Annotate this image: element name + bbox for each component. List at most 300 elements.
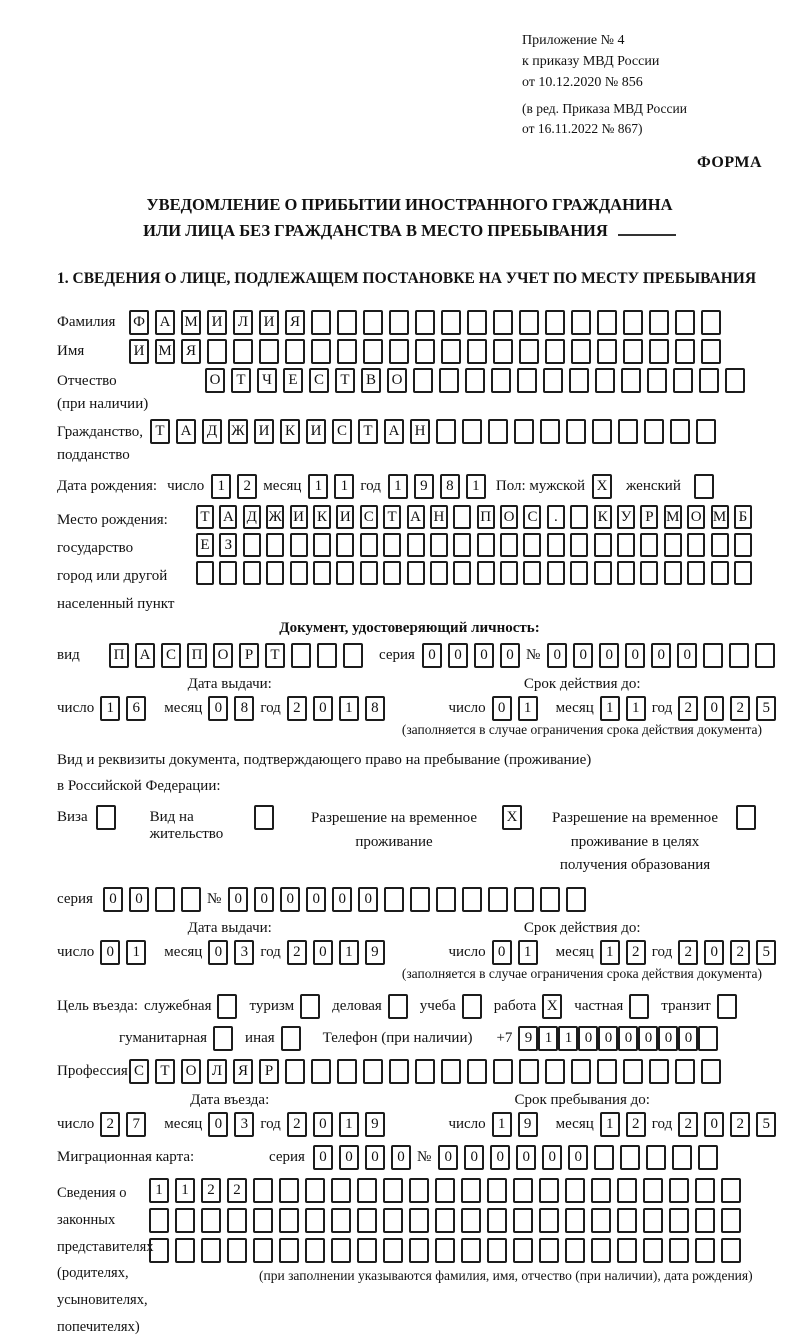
- char-cell[interactable]: [565, 1238, 585, 1263]
- char-cell[interactable]: [513, 1178, 533, 1203]
- char-cell[interactable]: [201, 1238, 221, 1263]
- char-cell[interactable]: 0: [448, 643, 468, 668]
- char-cell[interactable]: 0: [542, 1145, 562, 1170]
- char-cell[interactable]: 1: [600, 940, 620, 965]
- residence-permit-checkbox[interactable]: [254, 805, 274, 830]
- char-cell[interactable]: [545, 1059, 565, 1084]
- char-cell[interactable]: 1: [518, 696, 538, 721]
- char-cell[interactable]: 1: [600, 1112, 620, 1137]
- char-cell[interactable]: [290, 533, 308, 557]
- char-cell[interactable]: [569, 368, 589, 393]
- char-cell[interactable]: О: [205, 368, 225, 393]
- char-cell[interactable]: [711, 561, 729, 585]
- char-cell[interactable]: 2: [287, 940, 307, 965]
- char-cell[interactable]: 0: [228, 887, 248, 912]
- char-cell[interactable]: 1: [339, 696, 359, 721]
- char-cell[interactable]: 0: [129, 887, 149, 912]
- char-cell[interactable]: [721, 1178, 741, 1203]
- char-cell[interactable]: 2: [237, 474, 257, 499]
- char-cell[interactable]: [461, 1178, 481, 1203]
- char-cell[interactable]: [313, 533, 331, 557]
- char-cell[interactable]: [513, 1238, 533, 1263]
- char-cell[interactable]: О: [500, 505, 518, 529]
- sex-female-checkbox[interactable]: [694, 474, 714, 499]
- char-cell[interactable]: С: [309, 368, 329, 393]
- char-cell[interactable]: Т: [265, 643, 285, 668]
- char-cell[interactable]: [149, 1208, 169, 1233]
- char-cell[interactable]: З: [219, 533, 237, 557]
- char-cell[interactable]: [643, 1208, 663, 1233]
- char-cell[interactable]: 0: [704, 696, 724, 721]
- char-cell[interactable]: 0: [332, 887, 352, 912]
- char-cell[interactable]: [701, 1059, 721, 1084]
- char-cell[interactable]: [514, 419, 534, 444]
- char-cell[interactable]: 0: [678, 1026, 698, 1051]
- char-cell[interactable]: Л: [207, 1059, 227, 1084]
- char-cell[interactable]: [413, 368, 433, 393]
- char-cell[interactable]: 0: [618, 1026, 638, 1051]
- char-cell[interactable]: 0: [516, 1145, 536, 1170]
- purpose-other-checkbox[interactable]: [281, 1026, 301, 1051]
- char-cell[interactable]: 0: [492, 940, 512, 965]
- char-cell[interactable]: 2: [287, 696, 307, 721]
- purpose-tourism-checkbox[interactable]: [300, 994, 320, 1019]
- char-cell[interactable]: [545, 339, 565, 364]
- char-cell[interactable]: 0: [704, 940, 724, 965]
- purpose-transit-checkbox[interactable]: [717, 994, 737, 1019]
- char-cell[interactable]: [695, 1238, 715, 1263]
- char-cell[interactable]: [646, 1145, 666, 1170]
- char-cell[interactable]: [363, 339, 383, 364]
- char-cell[interactable]: [594, 561, 612, 585]
- char-cell[interactable]: [617, 1238, 637, 1263]
- char-cell[interactable]: [149, 1238, 169, 1263]
- char-cell[interactable]: [453, 533, 471, 557]
- char-cell[interactable]: [415, 310, 435, 335]
- char-cell[interactable]: [363, 310, 383, 335]
- char-cell[interactable]: [290, 561, 308, 585]
- purpose-study-checkbox[interactable]: [462, 994, 482, 1019]
- char-cell[interactable]: [285, 1059, 305, 1084]
- char-cell[interactable]: [337, 339, 357, 364]
- char-cell[interactable]: [196, 561, 214, 585]
- char-cell[interactable]: 0: [208, 940, 228, 965]
- char-cell[interactable]: [383, 1238, 403, 1263]
- char-cell[interactable]: [640, 561, 658, 585]
- char-cell[interactable]: [647, 368, 667, 393]
- char-cell[interactable]: [523, 561, 541, 585]
- char-cell[interactable]: Т: [335, 368, 355, 393]
- char-cell[interactable]: К: [594, 505, 612, 529]
- char-cell[interactable]: С: [332, 419, 352, 444]
- char-cell[interactable]: [305, 1178, 325, 1203]
- char-cell[interactable]: Ч: [257, 368, 277, 393]
- char-cell[interactable]: [517, 368, 537, 393]
- char-cell[interactable]: О: [213, 643, 233, 668]
- char-cell[interactable]: [253, 1178, 273, 1203]
- char-cell[interactable]: [591, 1178, 611, 1203]
- char-cell[interactable]: [155, 887, 175, 912]
- char-cell[interactable]: [336, 533, 354, 557]
- char-cell[interactable]: [566, 419, 586, 444]
- char-cell[interactable]: 0: [490, 1145, 510, 1170]
- char-cell[interactable]: [675, 339, 695, 364]
- char-cell[interactable]: [669, 1238, 689, 1263]
- char-cell[interactable]: [547, 533, 565, 557]
- char-cell[interactable]: [266, 561, 284, 585]
- char-cell[interactable]: [488, 419, 508, 444]
- char-cell[interactable]: Я: [181, 339, 201, 364]
- char-cell[interactable]: О: [387, 368, 407, 393]
- char-cell[interactable]: Н: [410, 419, 430, 444]
- char-cell[interactable]: [259, 339, 279, 364]
- char-cell[interactable]: [266, 533, 284, 557]
- char-cell[interactable]: С: [360, 505, 378, 529]
- char-cell[interactable]: [618, 419, 638, 444]
- char-cell[interactable]: [493, 1059, 513, 1084]
- char-cell[interactable]: 2: [227, 1178, 247, 1203]
- char-cell[interactable]: [407, 561, 425, 585]
- char-cell[interactable]: [500, 533, 518, 557]
- char-cell[interactable]: [698, 1026, 718, 1051]
- char-cell[interactable]: 9: [414, 474, 434, 499]
- char-cell[interactable]: 0: [500, 643, 520, 668]
- purpose-business-checkbox[interactable]: [388, 994, 408, 1019]
- char-cell[interactable]: [488, 887, 508, 912]
- char-cell[interactable]: [539, 1238, 559, 1263]
- char-cell[interactable]: .: [547, 505, 565, 529]
- char-cell[interactable]: [592, 419, 612, 444]
- char-cell[interactable]: И: [129, 339, 149, 364]
- char-cell[interactable]: 0: [573, 643, 593, 668]
- char-cell[interactable]: И: [336, 505, 354, 529]
- char-cell[interactable]: [617, 1208, 637, 1233]
- char-cell[interactable]: [337, 1059, 357, 1084]
- char-cell[interactable]: [409, 1178, 429, 1203]
- char-cell[interactable]: [409, 1238, 429, 1263]
- char-cell[interactable]: [383, 1178, 403, 1203]
- char-cell[interactable]: К: [280, 419, 300, 444]
- char-cell[interactable]: А: [176, 419, 196, 444]
- char-cell[interactable]: Ф: [129, 310, 149, 335]
- char-cell[interactable]: Т: [231, 368, 251, 393]
- char-cell[interactable]: 0: [651, 643, 671, 668]
- char-cell[interactable]: [317, 643, 337, 668]
- char-cell[interactable]: [711, 533, 729, 557]
- char-cell[interactable]: [243, 533, 261, 557]
- char-cell[interactable]: [435, 1178, 455, 1203]
- char-cell[interactable]: [595, 368, 615, 393]
- char-cell[interactable]: И: [259, 310, 279, 335]
- char-cell[interactable]: 9: [365, 1112, 385, 1137]
- char-cell[interactable]: П: [187, 643, 207, 668]
- char-cell[interactable]: [664, 561, 682, 585]
- char-cell[interactable]: [219, 561, 237, 585]
- char-cell[interactable]: [465, 368, 485, 393]
- char-cell[interactable]: [384, 887, 404, 912]
- char-cell[interactable]: К: [313, 505, 331, 529]
- char-cell[interactable]: [623, 339, 643, 364]
- char-cell[interactable]: [383, 533, 401, 557]
- char-cell[interactable]: [181, 887, 201, 912]
- char-cell[interactable]: 0: [313, 1112, 333, 1137]
- char-cell[interactable]: [357, 1178, 377, 1203]
- char-cell[interactable]: [565, 1178, 585, 1203]
- char-cell[interactable]: Б: [734, 505, 752, 529]
- char-cell[interactable]: 1: [600, 696, 620, 721]
- char-cell[interactable]: 0: [568, 1145, 588, 1170]
- char-cell[interactable]: [243, 561, 261, 585]
- char-cell[interactable]: 0: [598, 1026, 618, 1051]
- char-cell[interactable]: 0: [658, 1026, 678, 1051]
- char-cell[interactable]: [696, 419, 716, 444]
- char-cell[interactable]: 0: [339, 1145, 359, 1170]
- char-cell[interactable]: 1: [126, 940, 146, 965]
- char-cell[interactable]: [649, 339, 669, 364]
- char-cell[interactable]: [570, 505, 588, 529]
- char-cell[interactable]: 1: [518, 940, 538, 965]
- char-cell[interactable]: [331, 1208, 351, 1233]
- char-cell[interactable]: [493, 339, 513, 364]
- char-cell[interactable]: [311, 310, 331, 335]
- char-cell[interactable]: [175, 1208, 195, 1233]
- char-cell[interactable]: [360, 533, 378, 557]
- char-cell[interactable]: [279, 1178, 299, 1203]
- char-cell[interactable]: А: [384, 419, 404, 444]
- char-cell[interactable]: [487, 1178, 507, 1203]
- char-cell[interactable]: Р: [239, 643, 259, 668]
- char-cell[interactable]: [285, 339, 305, 364]
- char-cell[interactable]: Я: [233, 1059, 253, 1084]
- char-cell[interactable]: 2: [678, 940, 698, 965]
- char-cell[interactable]: [571, 1059, 591, 1084]
- char-cell[interactable]: [430, 561, 448, 585]
- purpose-private-checkbox[interactable]: [629, 994, 649, 1019]
- char-cell[interactable]: 1: [388, 474, 408, 499]
- char-cell[interactable]: [721, 1238, 741, 1263]
- char-cell[interactable]: [755, 643, 775, 668]
- char-cell[interactable]: [357, 1238, 377, 1263]
- char-cell[interactable]: 1: [334, 474, 354, 499]
- char-cell[interactable]: [279, 1238, 299, 1263]
- char-cell[interactable]: 0: [474, 643, 494, 668]
- char-cell[interactable]: [383, 561, 401, 585]
- char-cell[interactable]: [337, 310, 357, 335]
- char-cell[interactable]: 0: [438, 1145, 458, 1170]
- char-cell[interactable]: 1: [100, 696, 120, 721]
- char-cell[interactable]: [233, 339, 253, 364]
- char-cell[interactable]: 0: [638, 1026, 658, 1051]
- char-cell[interactable]: 0: [103, 887, 123, 912]
- char-cell[interactable]: [597, 1059, 617, 1084]
- char-cell[interactable]: Т: [383, 505, 401, 529]
- char-cell[interactable]: 8: [440, 474, 460, 499]
- char-cell[interactable]: С: [523, 505, 541, 529]
- char-cell[interactable]: [695, 1208, 715, 1233]
- char-cell[interactable]: [253, 1238, 273, 1263]
- char-cell[interactable]: [441, 339, 461, 364]
- char-cell[interactable]: 0: [358, 887, 378, 912]
- char-cell[interactable]: И: [290, 505, 308, 529]
- char-cell[interactable]: [571, 339, 591, 364]
- char-cell[interactable]: 0: [492, 696, 512, 721]
- char-cell[interactable]: [415, 1059, 435, 1084]
- char-cell[interactable]: [513, 1208, 533, 1233]
- char-cell[interactable]: [461, 1208, 481, 1233]
- char-cell[interactable]: 0: [578, 1026, 598, 1051]
- char-cell[interactable]: 1: [339, 1112, 359, 1137]
- char-cell[interactable]: А: [219, 505, 237, 529]
- char-cell[interactable]: [570, 561, 588, 585]
- char-cell[interactable]: 8: [234, 696, 254, 721]
- char-cell[interactable]: [670, 419, 690, 444]
- char-cell[interactable]: Д: [202, 419, 222, 444]
- char-cell[interactable]: [435, 1238, 455, 1263]
- char-cell[interactable]: 2: [626, 940, 646, 965]
- char-cell[interactable]: [207, 339, 227, 364]
- char-cell[interactable]: [363, 1059, 383, 1084]
- char-cell[interactable]: [643, 1238, 663, 1263]
- char-cell[interactable]: 1: [175, 1178, 195, 1203]
- char-cell[interactable]: [566, 887, 586, 912]
- char-cell[interactable]: Р: [640, 505, 658, 529]
- char-cell[interactable]: [594, 533, 612, 557]
- char-cell[interactable]: [545, 310, 565, 335]
- char-cell[interactable]: 2: [730, 696, 750, 721]
- char-cell[interactable]: [540, 887, 560, 912]
- char-cell[interactable]: [643, 1178, 663, 1203]
- char-cell[interactable]: [597, 339, 617, 364]
- char-cell[interactable]: [500, 561, 518, 585]
- char-cell[interactable]: 0: [422, 643, 442, 668]
- char-cell[interactable]: 5: [756, 1112, 776, 1137]
- char-cell[interactable]: [462, 419, 482, 444]
- char-cell[interactable]: [669, 1178, 689, 1203]
- char-cell[interactable]: 9: [365, 940, 385, 965]
- char-cell[interactable]: [640, 533, 658, 557]
- char-cell[interactable]: [436, 887, 456, 912]
- char-cell[interactable]: [540, 419, 560, 444]
- char-cell[interactable]: Е: [196, 533, 214, 557]
- char-cell[interactable]: 0: [365, 1145, 385, 1170]
- char-cell[interactable]: [453, 561, 471, 585]
- char-cell[interactable]: [389, 1059, 409, 1084]
- char-cell[interactable]: [734, 561, 752, 585]
- char-cell[interactable]: М: [711, 505, 729, 529]
- char-cell[interactable]: 1: [466, 474, 486, 499]
- char-cell[interactable]: [441, 310, 461, 335]
- char-cell[interactable]: 9: [518, 1112, 538, 1137]
- char-cell[interactable]: М: [181, 310, 201, 335]
- char-cell[interactable]: 1: [558, 1026, 578, 1051]
- char-cell[interactable]: [389, 310, 409, 335]
- char-cell[interactable]: 1: [211, 474, 231, 499]
- char-cell[interactable]: [675, 310, 695, 335]
- char-cell[interactable]: [491, 368, 511, 393]
- char-cell[interactable]: [409, 1208, 429, 1233]
- char-cell[interactable]: [687, 561, 705, 585]
- char-cell[interactable]: В: [361, 368, 381, 393]
- char-cell[interactable]: У: [617, 505, 635, 529]
- char-cell[interactable]: [439, 368, 459, 393]
- char-cell[interactable]: [623, 1059, 643, 1084]
- char-cell[interactable]: Н: [430, 505, 448, 529]
- char-cell[interactable]: [565, 1208, 585, 1233]
- char-cell[interactable]: 0: [464, 1145, 484, 1170]
- char-cell[interactable]: И: [207, 310, 227, 335]
- char-cell[interactable]: И: [306, 419, 326, 444]
- char-cell[interactable]: [357, 1208, 377, 1233]
- char-cell[interactable]: [539, 1208, 559, 1233]
- char-cell[interactable]: С: [161, 643, 181, 668]
- char-cell[interactable]: 0: [547, 643, 567, 668]
- char-cell[interactable]: 8: [365, 696, 385, 721]
- char-cell[interactable]: 0: [704, 1112, 724, 1137]
- char-cell[interactable]: М: [155, 339, 175, 364]
- char-cell[interactable]: [664, 533, 682, 557]
- char-cell[interactable]: [672, 1145, 692, 1170]
- char-cell[interactable]: 1: [339, 940, 359, 965]
- char-cell[interactable]: [701, 310, 721, 335]
- char-cell[interactable]: [336, 561, 354, 585]
- char-cell[interactable]: [623, 310, 643, 335]
- char-cell[interactable]: 0: [313, 1145, 333, 1170]
- char-cell[interactable]: [436, 419, 456, 444]
- char-cell[interactable]: [415, 339, 435, 364]
- char-cell[interactable]: [253, 1208, 273, 1233]
- char-cell[interactable]: [673, 368, 693, 393]
- char-cell[interactable]: 0: [100, 940, 120, 965]
- char-cell[interactable]: [227, 1238, 247, 1263]
- char-cell[interactable]: [331, 1238, 351, 1263]
- char-cell[interactable]: [343, 643, 363, 668]
- sex-male-checkbox[interactable]: X: [592, 474, 612, 499]
- char-cell[interactable]: 2: [626, 1112, 646, 1137]
- char-cell[interactable]: 6: [126, 696, 146, 721]
- char-cell[interactable]: 9: [518, 1026, 538, 1051]
- char-cell[interactable]: [487, 1238, 507, 1263]
- char-cell[interactable]: [620, 1145, 640, 1170]
- char-cell[interactable]: 0: [208, 696, 228, 721]
- char-cell[interactable]: 1: [308, 474, 328, 499]
- char-cell[interactable]: [487, 1208, 507, 1233]
- char-cell[interactable]: [514, 887, 534, 912]
- char-cell[interactable]: [701, 339, 721, 364]
- char-cell[interactable]: [617, 561, 635, 585]
- char-cell[interactable]: Д: [243, 505, 261, 529]
- char-cell[interactable]: [279, 1208, 299, 1233]
- char-cell[interactable]: Т: [150, 419, 170, 444]
- char-cell[interactable]: 3: [234, 1112, 254, 1137]
- char-cell[interactable]: 2: [730, 1112, 750, 1137]
- char-cell[interactable]: [410, 887, 430, 912]
- char-cell[interactable]: [389, 339, 409, 364]
- char-cell[interactable]: [467, 310, 487, 335]
- char-cell[interactable]: [617, 1178, 637, 1203]
- char-cell[interactable]: [467, 339, 487, 364]
- char-cell[interactable]: 0: [306, 887, 326, 912]
- char-cell[interactable]: Т: [358, 419, 378, 444]
- char-cell[interactable]: [543, 368, 563, 393]
- char-cell[interactable]: [311, 1059, 331, 1084]
- char-cell[interactable]: 0: [254, 887, 274, 912]
- char-cell[interactable]: 1: [626, 696, 646, 721]
- char-cell[interactable]: [305, 1208, 325, 1233]
- char-cell[interactable]: [539, 1178, 559, 1203]
- char-cell[interactable]: 3: [234, 940, 254, 965]
- char-cell[interactable]: 0: [280, 887, 300, 912]
- char-cell[interactable]: [175, 1238, 195, 1263]
